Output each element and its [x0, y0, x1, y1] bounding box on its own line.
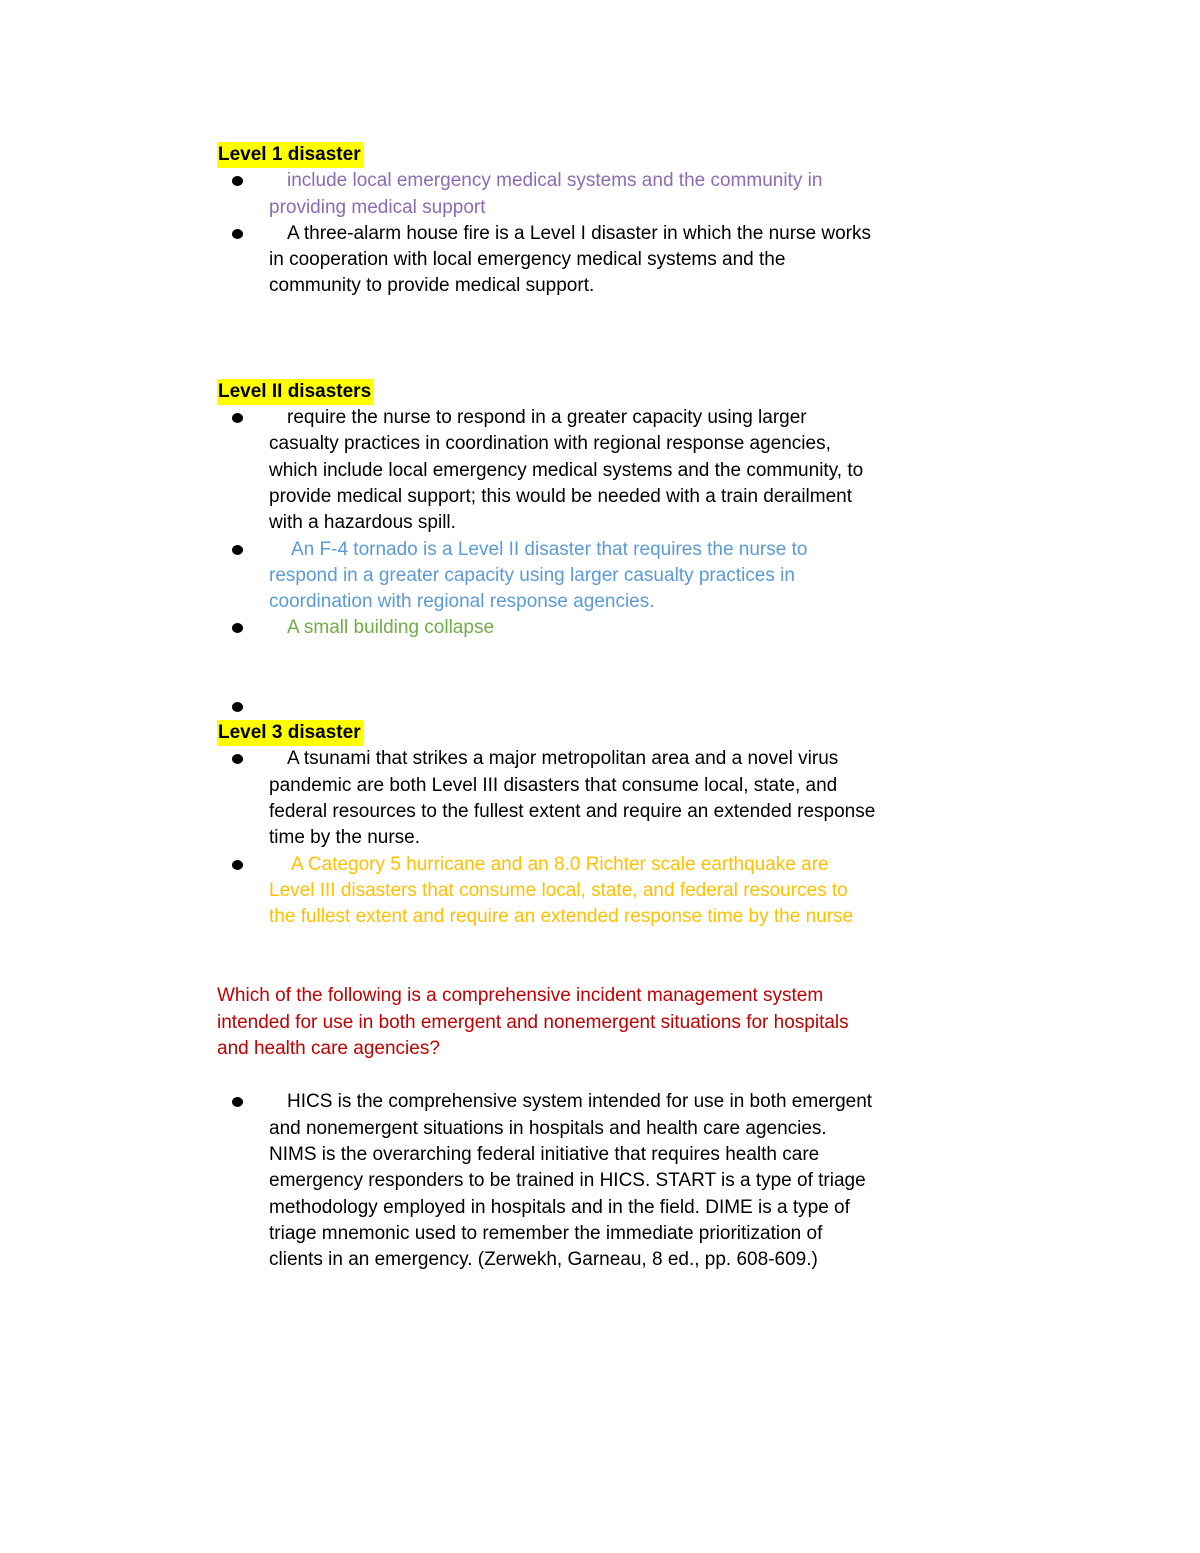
list-item-text: An F-4 tornado is a Level II disaster that requires the nurse to respond in a greater capacity using larger casualty practices in coordination with regional response agencies. [269, 538, 808, 613]
list-item [217, 615, 877, 641]
bullet-icon [232, 623, 243, 633]
answer-text: HICS is the comprehensive system intended for use in both emergent and nonemergent situations in hospitals and health care agencies. NIMS is the overarching federal initiative that requires health care emergency responders to be trained in HICS. START is a type of triage methodology employed in hospitals and in the field. DIME is a type of triage mnemonic used to remember the immediate prioritization of clients in an emergency. (Zerwekh, Garneau, 8 ed., pp. 608-609.) [269, 1091, 873, 1271]
document-body [217, 142, 877, 1273]
list-item-text: A Category 5 hurricane and an 8.0 Richter scale earthquake are Level III disasters that consume local, state, and federal resources to the fullest extent and require an extended response time by the nurse [269, 853, 854, 928]
level-3-list [217, 746, 877, 930]
answer-item [217, 1089, 877, 1273]
list-item [217, 852, 877, 931]
answer-list [217, 1089, 877, 1273]
bullet-icon [232, 702, 243, 712]
empty-list-item [217, 694, 877, 720]
level-1-list [217, 168, 877, 299]
list-item [217, 168, 877, 221]
list-item-text: A small building collapse [287, 617, 495, 639]
list-item [217, 746, 877, 851]
bullet-icon [232, 413, 243, 423]
section-heading-level-1: Level 1 disaster [217, 142, 364, 168]
bullet-icon [232, 229, 243, 239]
empty-list [217, 694, 877, 720]
bullet-icon [232, 176, 243, 186]
list-item [217, 221, 877, 300]
question-text: Which of the following is a comprehensive incident management system intended for use in both emergent and nonemergent situations for hospitals and health care agencies? [217, 985, 849, 1060]
list-item [217, 537, 877, 616]
list-item-text: include local emergency medical systems and the community in providing medical support [269, 170, 823, 218]
list-item-text: A tsunami that strikes a major metropolitan area and a novel virus pandemic are both Level III disasters that consume local, state, and federal resources to the fullest extent and require an extended response time by the nurse. [269, 748, 876, 849]
list-item-text: require the nurse to respond in a greater capacity using larger casualty practices in coordination with regional response agencies, which include local emergency medical systems and the community, to provide medical support; this would be needed with a train derailment with a hazardous spill. [269, 407, 864, 534]
bullet-icon [232, 754, 243, 764]
bullet-icon [232, 545, 243, 555]
list-item-text: A three-alarm house fire is a Level I disaster in which the nurse works in cooperation with local emergency medical systems and the community to provide medical support. [269, 222, 871, 297]
level-2-list [217, 405, 877, 642]
section-heading-level-2: Level II disasters [217, 379, 374, 405]
list-item [217, 405, 877, 536]
bullet-icon [232, 1097, 243, 1107]
section-heading-level-3: Level 3 disaster [217, 720, 364, 746]
bullet-icon [232, 860, 243, 870]
